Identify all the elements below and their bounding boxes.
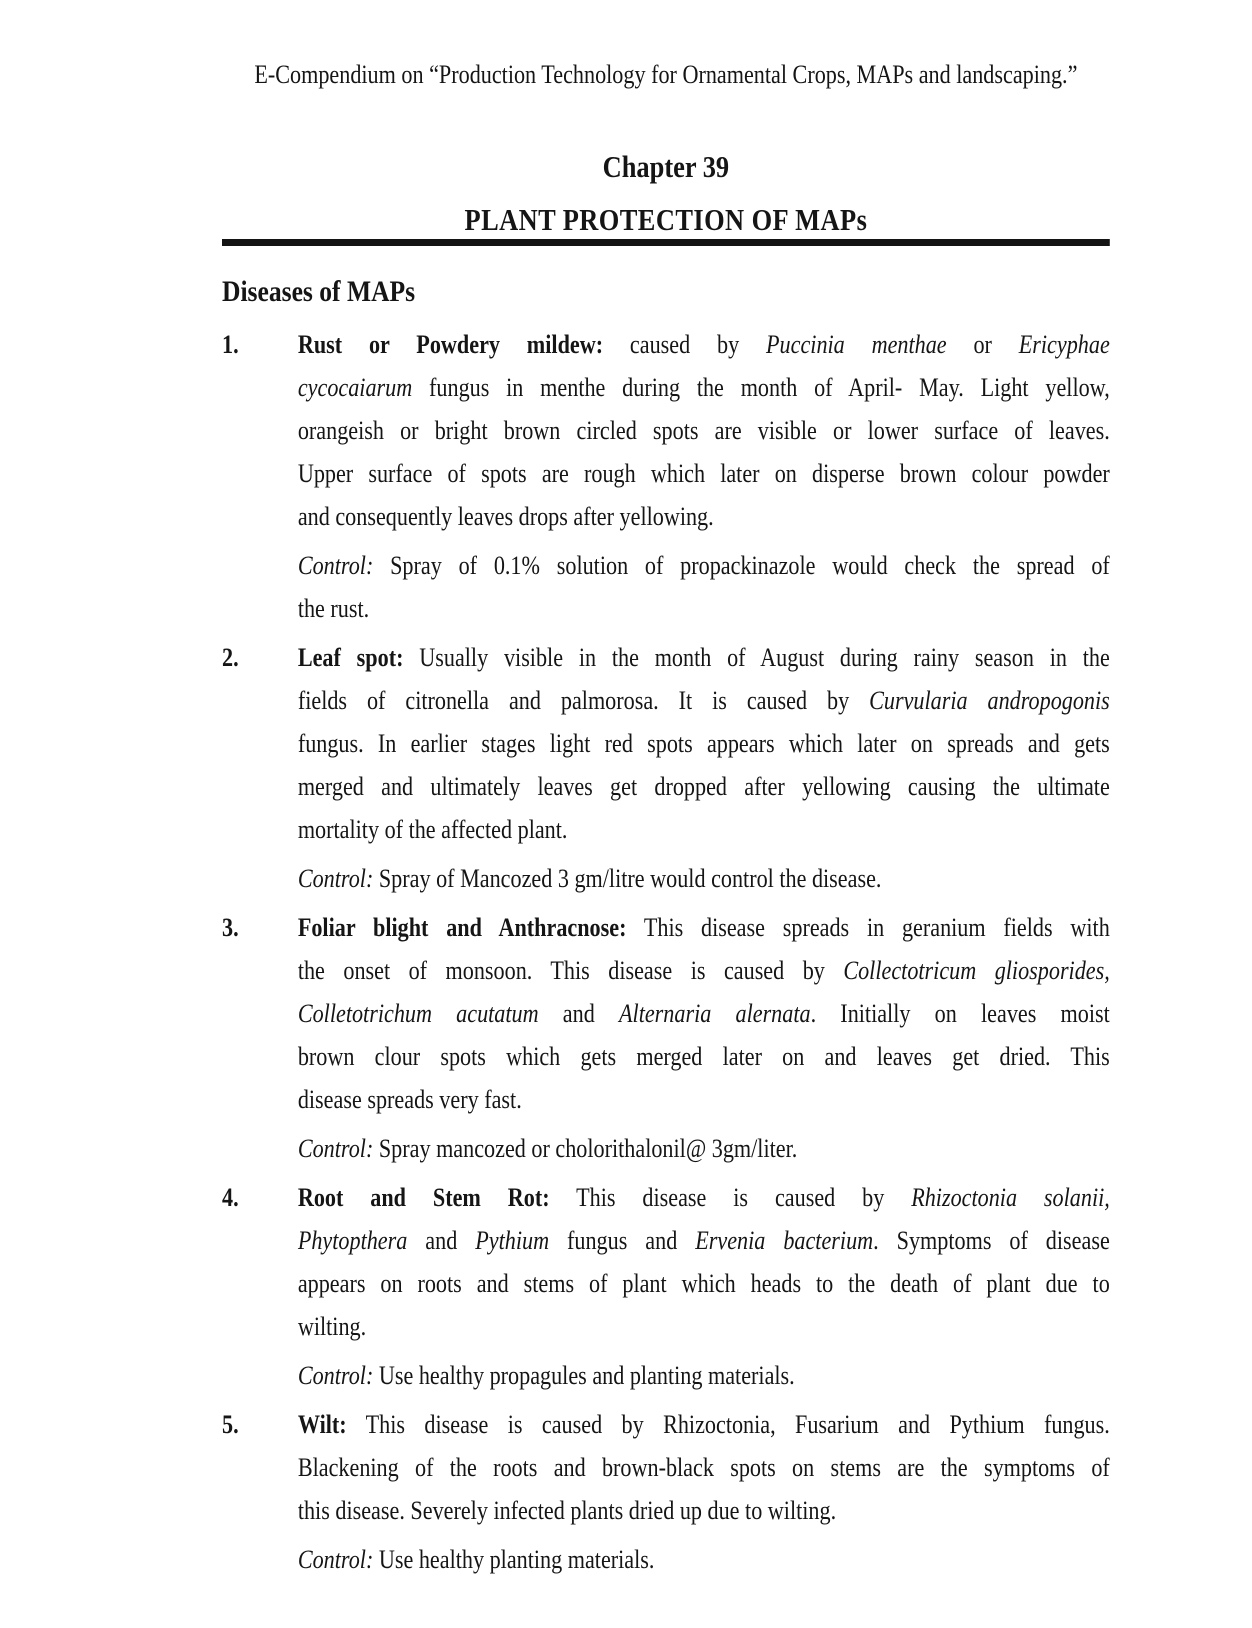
disease-paragraph xyxy=(298,906,1110,1121)
text-column xyxy=(222,0,1110,1581)
text-line: Control: Use healthy planting materials. xyxy=(297,1545,655,1574)
disease-list xyxy=(222,323,1110,1581)
text-line: Control: Use healthy propagules and planting materials. xyxy=(297,1361,795,1390)
text-line: wilting. xyxy=(297,1312,367,1341)
text-line: Foliar blight and Anthracnose: This disease spreads in geranium fields with xyxy=(297,913,1110,942)
control-paragraph xyxy=(298,544,1110,630)
disease-paragraph xyxy=(298,323,1110,538)
disease-paragraph xyxy=(298,1403,1110,1532)
section-heading: Diseases of MAPs xyxy=(222,275,416,308)
text-line: fields of citronella and palmorosa. It is caused by Curvularia andropogonis xyxy=(297,686,1110,715)
running-header: E-Compendium on “Production Technology for Ornamental Crops, MAPs and landscaping.” xyxy=(254,60,1078,89)
text-line: Upper surface of spots are rough which later on disperse brown colour powder xyxy=(297,459,1110,488)
text-line: Rust or Powdery mildew: caused by Puccinia menthae or Ericyphae xyxy=(297,330,1110,359)
text-line: this disease. Severely infected plants dried up due to wilting. xyxy=(297,1496,837,1525)
disease-item xyxy=(222,323,1110,630)
text-line: cycocaiarum fungus in menthe during the month of April- May. Light yellow, xyxy=(297,373,1110,402)
control-paragraph xyxy=(298,1538,1110,1581)
text-line: Control: Spray of Mancozed 3 gm/litre would control the disease. xyxy=(297,864,882,893)
disease-item xyxy=(222,636,1110,900)
text-line: brown clour spots which gets merged later on and leaves get dried. This xyxy=(297,1042,1110,1071)
chapter-label: Chapter 39 xyxy=(602,149,730,184)
disease-paragraph xyxy=(298,636,1110,851)
text-line: the rust. xyxy=(297,594,370,623)
control-paragraph xyxy=(298,857,1110,900)
item-number: 2. xyxy=(222,643,239,672)
disease-item xyxy=(222,1403,1110,1581)
text-line: Blackening of the roots and brown-black spots on stems are the symptoms of xyxy=(297,1453,1110,1482)
disease-paragraph xyxy=(298,1176,1110,1348)
text-line: fungus. In earlier stages light red spots appears which later on spreads and gets xyxy=(297,729,1110,758)
item-number: 3. xyxy=(222,913,239,942)
text-line: Colletotrichum acutatum and Alternaria alernata. Initially on leaves moist xyxy=(297,999,1110,1028)
text-line: Leaf spot: Usually visible in the month of August during rainy season in the xyxy=(297,643,1110,672)
text-line: appears on roots and stems of plant which heads to the death of plant due to xyxy=(297,1269,1110,1298)
text-line: disease spreads very fast. xyxy=(297,1085,522,1114)
text-line: Phytopthera and Pythium fungus and Ervenia bacterium. Symptoms of disease xyxy=(297,1226,1110,1255)
disease-item xyxy=(222,1176,1110,1397)
item-number: 5. xyxy=(222,1410,239,1439)
text-line: Wilt: This disease is caused by Rhizoctonia, Fusarium and Pythium fungus. xyxy=(297,1410,1110,1439)
text-line: mortality of the affected plant. xyxy=(297,815,568,844)
text-line: orangeish or bright brown circled spots are visible or lower surface of leaves. xyxy=(297,416,1110,445)
text-line: Root and Stem Rot: This disease is caused by Rhizoctonia solanii, xyxy=(297,1183,1110,1212)
disease-item xyxy=(222,906,1110,1170)
control-paragraph xyxy=(298,1354,1110,1397)
text-line: Control: Spray of 0.1% solution of propackinazole would check the spread of xyxy=(297,551,1110,580)
item-number: 1. xyxy=(222,330,239,359)
control-paragraph xyxy=(298,1127,1110,1170)
item-number: 4. xyxy=(222,1183,239,1212)
text-line: merged and ultimately leaves get dropped after yellowing causing the ultimate xyxy=(297,772,1110,801)
text-line: the onset of monsoon. This disease is caused by Collectotricum gliosporides, xyxy=(297,956,1110,985)
text-line: and consequently leaves drops after yellowing. xyxy=(297,502,714,531)
text-line: Control: Spray mancozed or cholorithalonil@ 3gm/liter. xyxy=(297,1134,798,1163)
page-title: PLANT PROTECTION OF MAPs xyxy=(464,202,868,237)
